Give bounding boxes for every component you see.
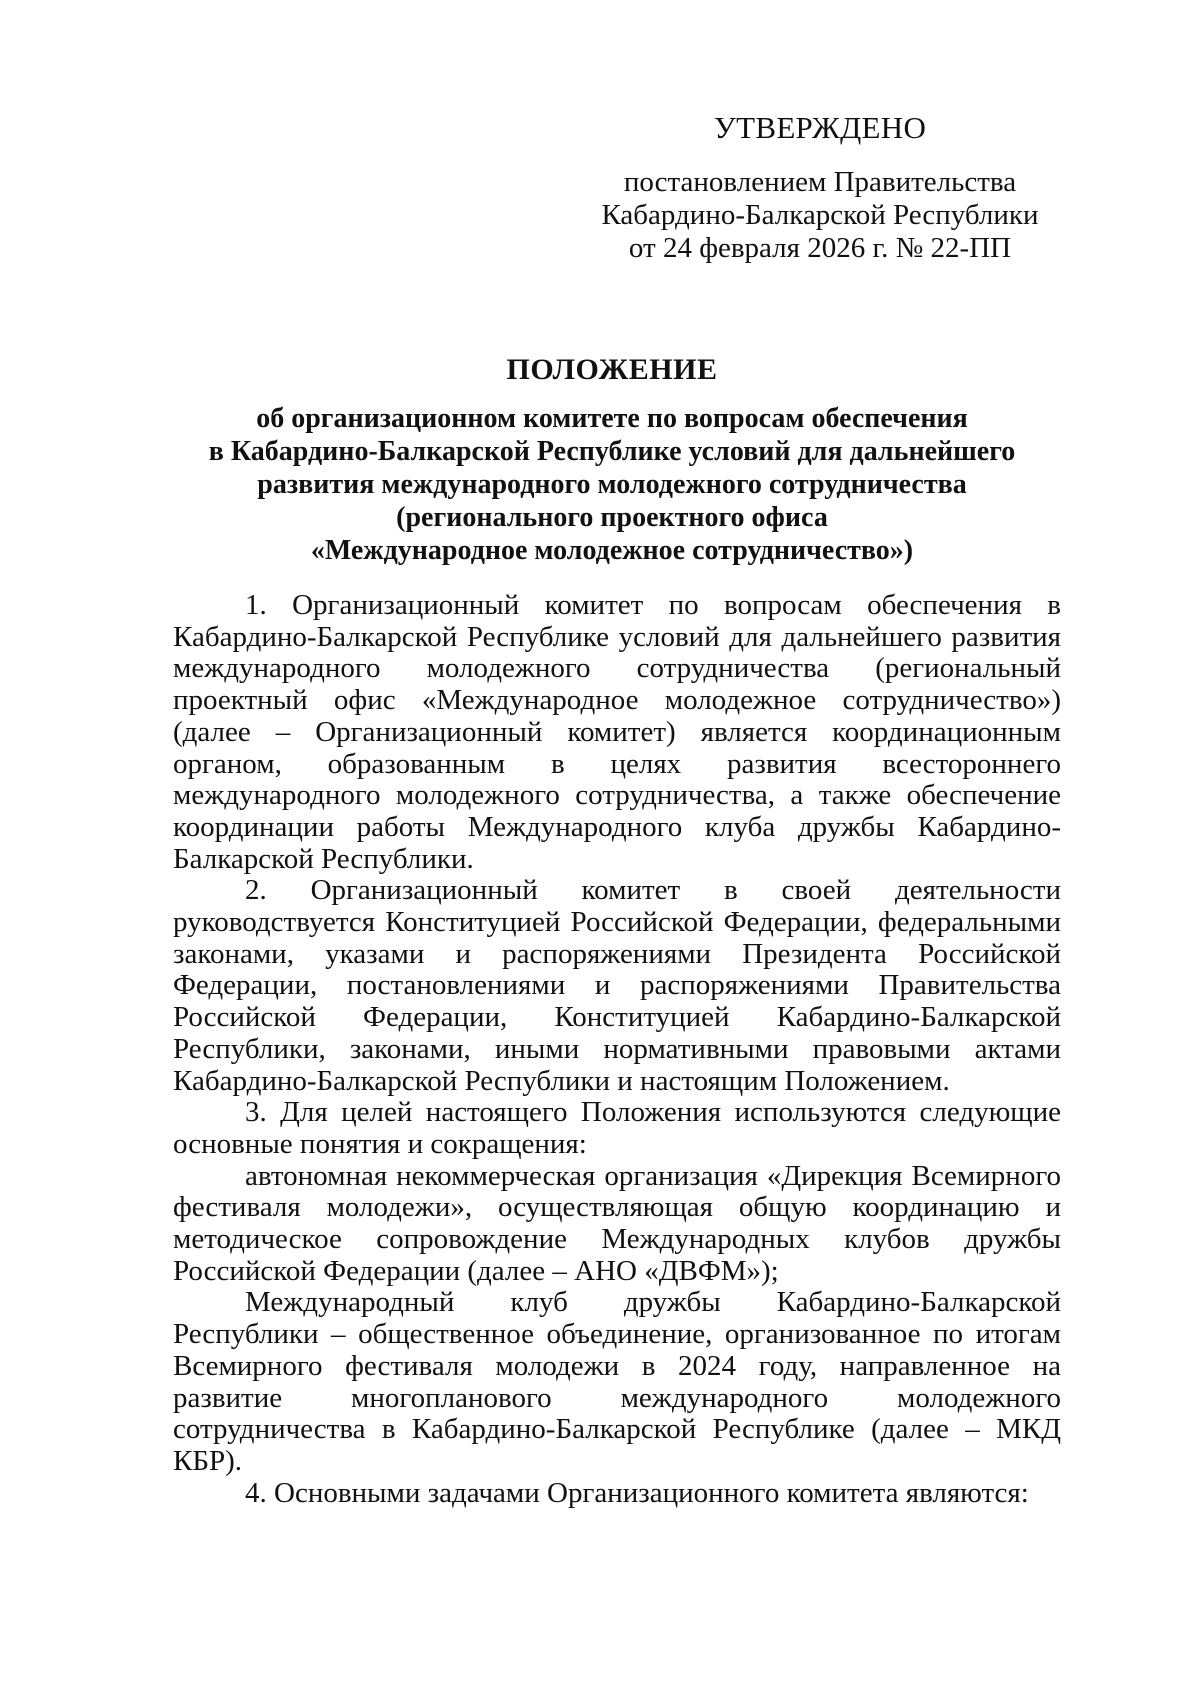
paragraph-4: 4. Основными задачами Организационного комитета являются: [245, 1476, 1029, 1509]
paragraph-2: 2. Организационный комитет в своей деятельности руководствуется Конституцией Российской Федерации, федеральными законами, указами и распоряжениями Президента Российской Федерации, постановлениями и распоряжениями Правительства Российской Федерации, Конституцией Кабардино-Балкарской Республики, законами, иными нормативными правовыми актами Кабардино-Балкарской Республики и настоящим Положением. [173, 874, 1061, 1097]
title-line: (регионального проектного офиса [396, 502, 828, 533]
title-line: «Международное молодежное сотрудничество») [310, 535, 914, 566]
title-line: развития международного молодежного сотрудничества [257, 469, 967, 500]
paragraph-1: 1. Организационный комитет по вопросам обеспечения в Кабардино-Балкарской Республике условий для дальнейшего развития международного молодежного сотрудничества (региональный проектный офис «Международное молодежное сотрудничество») (далее – Организационный комитет) является координационным органом, образованным в целях развития всестороннего международного молодежного сотрудничества, а также обеспечение координации работы Международного клуба дружбы Кабардино-Балкарской Республики. [173, 589, 1061, 875]
document-body [173, 590, 1061, 1509]
paragraph-3: 3. Для целей настоящего Положения используются следующие основные понятия и сокращения: [173, 1096, 1061, 1160]
approved-label: УТВЕРЖДЕНО [713, 110, 927, 145]
approval-line-1: постановлением Правительства [623, 166, 1017, 198]
approval-line-3: от 24 февраля 2026 г. № 22-ПП [628, 232, 1012, 264]
document-title-block [130, 352, 1094, 567]
paragraph-definition-2: Международный клуб дружбы Кабардино-Балкарской Республики – общественное объединение, организованное по итогам Всемирного фестиваля молодежи в 2024 году, направленное на развитие многопланового международного молодежного сотрудничества в Кабардино-Балкарской Республике (далее – МКД КБР). [173, 1286, 1061, 1477]
document-heading: ПОЛОЖЕНИЕ [506, 353, 718, 386]
approval-line-2: Кабардино-Балкарской Республики [601, 199, 1039, 231]
paragraph-definition-1: автономная некоммерческая организация «Дирекция Всемирного фестиваля молодежи», осуществляющая общую координацию и методическое сопровождение Международных клубов дружбы Российской Федерации (далее – АНО «ДВФМ»); [173, 1159, 1061, 1287]
title-line: об организационном комитете по вопросам обеспечения [256, 403, 968, 434]
title-line: в Кабардино-Балкарской Республике условий для дальнейшего [208, 436, 1016, 467]
approval-stamp-block [600, 110, 1040, 265]
